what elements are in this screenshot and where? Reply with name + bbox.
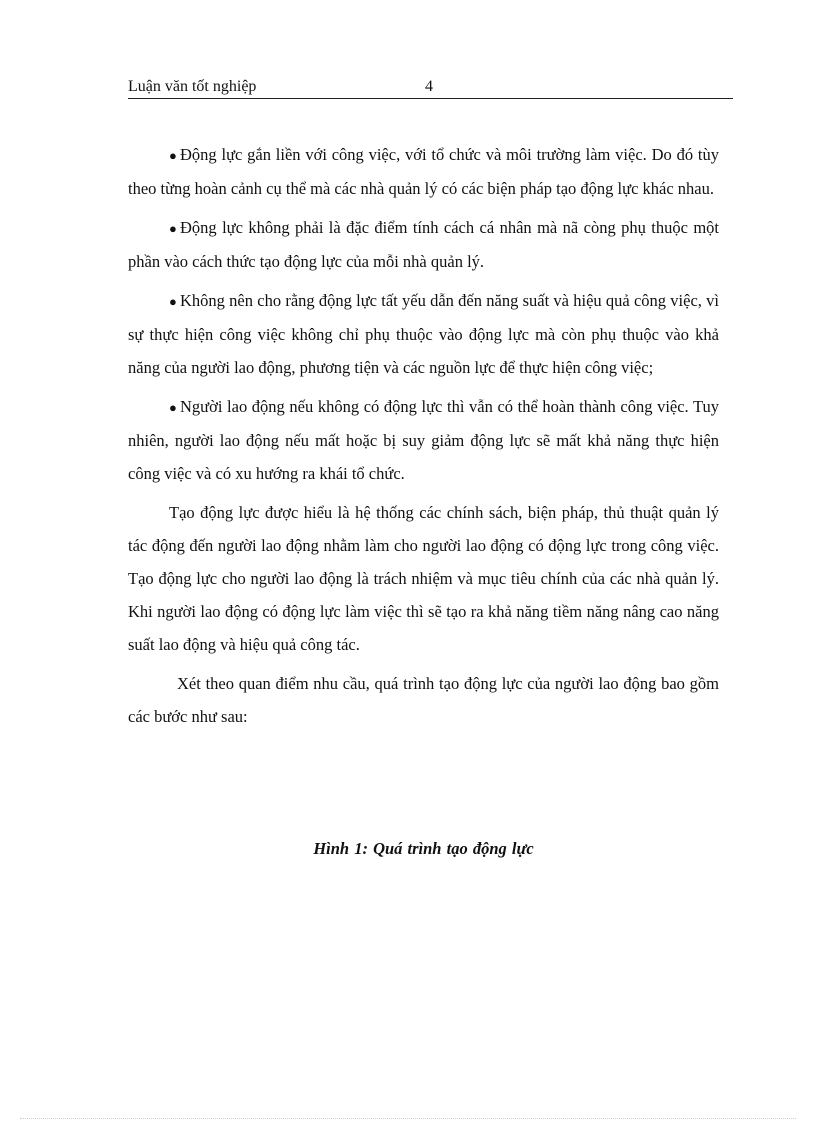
bullet-paragraph-1	[128, 138, 719, 205]
bullet-paragraph-4	[128, 390, 719, 490]
bullet-paragraph-2	[128, 211, 719, 278]
figure-caption: Hình 1: Quá trình tạo động lực	[313, 839, 534, 858]
header-title: Luận văn tốt nghiệp	[128, 78, 257, 95]
paragraph-text: Không nên cho rằng động lực tất yếu dẫn đến năng suất và hiệu quả công việc, vì sự thực hiện công việc không chỉ phụ thuộc vào động lực mà còn phụ thuộc vào khả năng của người lao động, phương tiện và các nguồn lực để thực hiện công việc;	[128, 291, 719, 377]
bullet-icon: ●	[169, 221, 177, 236]
paragraph-text: Tạo động lực được hiểu là hệ thống các chính sách, biện pháp, thủ thuật quản lý tác động đến người lao động nhằm làm cho người lao động có động lực trong công việc. Tạo động lực cho người lao động là trách nhiệm và mục tiêu chính của các nhà quản lý. Khi người lao động có động lực làm việc thì sẽ tạo ra khả năng tiềm năng nâng cao năng suất lao động và hiệu quả công tác.	[128, 503, 719, 654]
page-bottom-border	[20, 1118, 796, 1119]
bullet-icon: ●	[169, 400, 177, 415]
page-number: 4	[425, 78, 433, 95]
paragraph-text: Xét theo quan điểm nhu cầu, quá trình tạo động lực của người lao động bao gồm các bước như sau:	[128, 674, 719, 726]
bullet-icon: ●	[169, 148, 177, 163]
paragraph-text: Người lao động nếu không có động lực thì vẫn có thể hoàn thành công việc. Tuy nhiên, người lao động nếu mất hoặc bị suy giảm động lực sẽ mất khả năng thực hiện công việc và có xu hướng ra khái tổ chức.	[128, 397, 719, 483]
body-paragraph-steps-intro	[128, 667, 719, 733]
bullet-paragraph-3	[128, 284, 719, 384]
paragraph-text: Động lực không phải là đặc điểm tính cách cá nhân mà nã còng phụ thuộc một phần vào cách thức tạo động lực của mỗi nhà quản lý.	[128, 218, 719, 271]
document-body	[128, 138, 719, 858]
paragraph-text: Động lực gắn liền với công việc, với tổ chức và môi trường làm việc. Do đó tùy theo từng hoàn cảnh cụ thể mà các nhà quản lý có các biện pháp tạo động lực khác nhau.	[128, 145, 719, 198]
page-header	[128, 76, 733, 99]
body-paragraph-definition	[128, 496, 719, 661]
bullet-icon: ●	[169, 294, 177, 309]
